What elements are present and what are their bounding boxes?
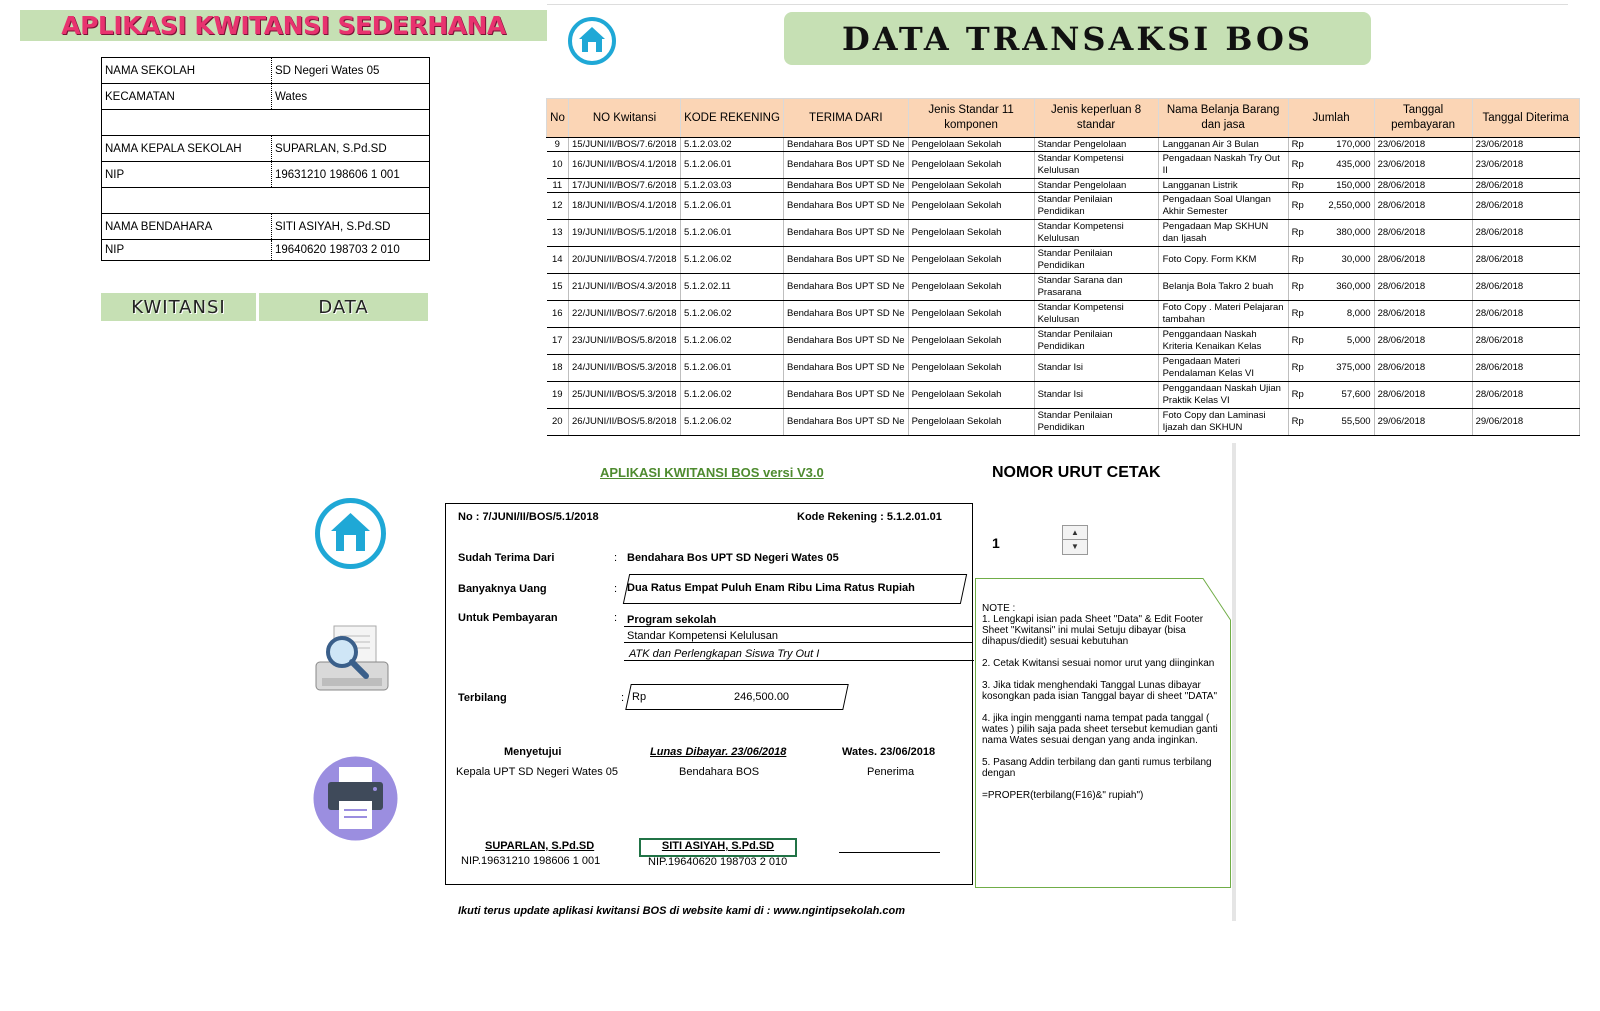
cell-belanja[interactable]: Penggandaan Naskah Kriteria Kenaikan Kelas — [1158, 328, 1288, 355]
cell-no[interactable]: 10 — [547, 152, 569, 179]
cell-tgl_bayar[interactable]: 28/06/2018 — [1374, 179, 1472, 193]
cell-dari[interactable]: Bendahara Bos UPT SD Ne — [784, 355, 909, 382]
cell-kwitansi[interactable]: 22/JUNI/II/BOS/7.6/2018 — [569, 301, 681, 328]
cell-keperluan[interactable]: Standar Penilaian Pendidikan — [1034, 193, 1158, 220]
cell-tgl_terima[interactable]: 28/06/2018 — [1472, 179, 1579, 193]
cell-tgl_bayar[interactable]: 28/06/2018 — [1374, 274, 1472, 301]
info-label: NAMA KEPALA SEKOLAH — [102, 136, 272, 162]
cell-kwitansi[interactable]: 19/JUNI/II/BOS/5.1/2018 — [569, 220, 681, 247]
top-divider — [547, 4, 1568, 5]
cell-no[interactable]: 11 — [547, 179, 569, 193]
cell-belanja[interactable]: Foto Copy. Form KKM — [1158, 247, 1288, 274]
cell-amount: 57,600 — [1341, 389, 1371, 400]
approve-label: Menyetujui — [504, 746, 562, 758]
cell-amount: 55,500 — [1341, 416, 1371, 427]
app-title: APLIKASI KWITANSI SEDERHANA — [61, 11, 506, 40]
cell-kode[interactable]: 5.1.2.06.02 — [681, 328, 784, 355]
cell-kwitansi[interactable]: 16/JUNI/II/BOS/4.1/2018 — [569, 152, 681, 179]
column-header[interactable]: Jumlah — [1288, 99, 1374, 138]
paid-date: Lunas Dibayar. 23/06/2018 — [650, 746, 787, 758]
column-header[interactable]: NO Kwitansi — [569, 99, 681, 138]
cell-tgl_bayar[interactable]: 28/06/2018 — [1374, 382, 1472, 409]
cell-jumlah[interactable] — [1288, 409, 1374, 436]
column-header[interactable]: No — [547, 99, 569, 138]
cell-dari[interactable]: Bendahara Bos UPT SD Ne — [784, 220, 909, 247]
cell-kwitansi[interactable]: 23/JUNI/II/BOS/5.8/2018 — [569, 328, 681, 355]
note-line: 3. Jika tidak menghendaki Tanggal Lunas dibayar kosongkan pada isian Tanggal bayar di sheet "DATA" — [982, 680, 1218, 702]
cell-tgl_terima[interactable]: 28/06/2018 — [1472, 274, 1579, 301]
cell-jumlah[interactable] — [1288, 274, 1374, 301]
receipt-number: No : 7/JUNI/II/BOS/5.1/2018 — [458, 511, 599, 523]
cell-tgl_bayar[interactable]: 28/06/2018 — [1374, 247, 1472, 274]
panel-scrollbar[interactable] — [1232, 443, 1236, 921]
cell-jumlah[interactable] — [1288, 152, 1374, 179]
cell-kwitansi[interactable]: 21/JUNI/II/BOS/4.3/2018 — [569, 274, 681, 301]
cell-jenis[interactable]: Pengelolaan Sekolah — [908, 274, 1034, 301]
cell-currency: Rp — [1291, 254, 1304, 265]
info-label: NAMA SEKOLAH — [102, 58, 272, 84]
cell-jenis[interactable]: Pengelolaan Sekolah — [908, 193, 1034, 220]
cell-dari[interactable]: Bendahara Bos UPT SD Ne — [784, 247, 909, 274]
info-row — [102, 240, 430, 261]
cell-dari[interactable]: Bendahara Bos UPT SD Ne — [784, 138, 909, 152]
cell-currency: Rp — [1291, 281, 1304, 292]
cell-jenis[interactable]: Pengelolaan Sekolah — [908, 409, 1034, 436]
receipt-account-code: Kode Rekening : 5.1.2.01.01 — [797, 511, 942, 523]
cell-belanja[interactable]: Penggandaan Naskah Ujian Praktik Kelas VI — [1158, 382, 1288, 409]
info-value[interactable]: 19631210 198606 1 001 — [272, 162, 430, 188]
cell-no[interactable]: 20 — [547, 409, 569, 436]
info-value[interactable]: 19640620 198703 2 010 — [272, 240, 430, 261]
cell-kwitansi[interactable]: 18/JUNI/II/BOS/4.1/2018 — [569, 193, 681, 220]
cell-jumlah[interactable] — [1288, 301, 1374, 328]
cell-kode[interactable]: 5.1.2.06.02 — [681, 301, 784, 328]
table-body — [547, 138, 1580, 436]
cell-currency: Rp — [1291, 389, 1304, 400]
cell-kwitansi[interactable]: 24/JUNI/II/BOS/5.3/2018 — [569, 355, 681, 382]
cell-keperluan[interactable]: Standar Pengelolaan — [1034, 179, 1158, 193]
home-icon[interactable] — [313, 496, 388, 571]
cell-currency: Rp — [1291, 335, 1304, 346]
info-row — [102, 84, 430, 110]
cell-keperluan[interactable]: Standar Sarana dan Prasarana — [1034, 274, 1158, 301]
purpose-label: Untuk Pembayaran — [458, 612, 558, 624]
info-value[interactable]: SITI ASIYAH, S.Pd.SD — [272, 214, 430, 240]
table-row — [547, 138, 1580, 152]
recipient-title: Penerima — [867, 766, 915, 778]
cell-amount: 2,550,000 — [1328, 200, 1371, 211]
cell-amount: 360,000 — [1336, 281, 1371, 292]
cell-tgl_terima[interactable]: 28/06/2018 — [1472, 220, 1579, 247]
spinner-up-icon[interactable]: ▲ — [1063, 526, 1087, 540]
note-line: NOTE : — [982, 603, 1016, 614]
cell-amount: 380,000 — [1336, 227, 1371, 238]
info-label: KECAMATAN — [102, 84, 272, 110]
cell-kode[interactable]: 5.1.2.06.01 — [681, 220, 784, 247]
cell-no[interactable]: 13 — [547, 220, 569, 247]
cell-jenis[interactable]: Pengelolaan Sekolah — [908, 220, 1034, 247]
print-preview-icon[interactable] — [314, 622, 390, 694]
cell-tgl_terima[interactable]: 23/06/2018 — [1472, 138, 1579, 152]
cell-currency: Rp — [1291, 227, 1304, 238]
info-value[interactable]: SUPARLAN, S.Pd.SD — [272, 136, 430, 162]
cell-tgl_bayar[interactable]: 29/06/2018 — [1374, 409, 1472, 436]
table-row — [547, 179, 1580, 193]
principal-name: SUPARLAN, S.Pd.SD — [485, 840, 595, 852]
data-sheet-title: DATA TRANSAKSI BOS — [784, 12, 1371, 65]
table-row — [547, 328, 1580, 355]
cell-dari[interactable]: Bendahara Bos UPT SD Ne — [784, 274, 909, 301]
cell-kode[interactable]: 5.1.2.06.02 — [681, 409, 784, 436]
column-header[interactable]: Tanggal Diterima — [1472, 99, 1579, 138]
cell-amount: 30,000 — [1341, 254, 1371, 265]
colon: : — [614, 552, 618, 564]
cell-kode[interactable]: 5.1.2.06.01 — [681, 193, 784, 220]
info-row — [102, 214, 430, 240]
cell-dari[interactable]: Bendahara Bos UPT SD Ne — [784, 179, 909, 193]
info-value[interactable]: Wates — [272, 84, 430, 110]
print-number-spinner[interactable] — [1062, 525, 1088, 555]
cell-tgl_terima[interactable]: 28/06/2018 — [1472, 382, 1579, 409]
cell-tgl_bayar[interactable]: 28/06/2018 — [1374, 301, 1472, 328]
print-number-value[interactable]: 1 — [992, 535, 1000, 551]
cell-belanja[interactable]: Foto Copy dan Laminasi Ijazah dan SKHUN — [1158, 409, 1288, 436]
cell-dari[interactable]: Bendahara Bos UPT SD Ne — [784, 152, 909, 179]
cell-kode[interactable]: 5.1.2.06.01 — [681, 152, 784, 179]
treasurer-name-cell[interactable]: SITI ASIYAH, S.Pd.SD — [639, 838, 797, 857]
column-header[interactable]: KODE REKENING — [681, 99, 784, 138]
cell-belanja[interactable]: Pengadaan Soal Ulangan Akhir Semester — [1158, 193, 1288, 220]
column-header[interactable]: Tanggal pembayaran — [1374, 99, 1472, 138]
cell-kwitansi[interactable]: 26/JUNI/II/BOS/5.8/2018 — [569, 409, 681, 436]
purpose-line-2[interactable]: Standar Kompetensi Kelulusan — [624, 630, 972, 643]
info-label: NAMA BENDAHARA — [102, 214, 272, 240]
cell-currency: Rp — [1291, 159, 1304, 170]
printer-icon[interactable] — [313, 755, 398, 842]
cell-keperluan[interactable]: Standar Isi — [1034, 355, 1158, 382]
received-from-value[interactable]: Bendahara Bos UPT SD Negeri Wates 05 — [627, 552, 839, 564]
cell-kode[interactable]: 5.1.2.06.02 — [681, 382, 784, 409]
info-row — [102, 162, 430, 188]
cell-belanja[interactable]: Langganan Air 3 Bulan — [1158, 138, 1288, 152]
colon: : — [621, 692, 625, 704]
note-line: =PROPER(terbilang(F16)&" rupiah") — [982, 790, 1144, 801]
cell-kwitansi[interactable]: 15/JUNI/II/BOS/7.6/2018 — [569, 138, 681, 152]
note-line: 5. Pasang Addin terbilang dan ganti rumus terbilang dengan — [982, 757, 1212, 779]
cell-no[interactable]: 12 — [547, 193, 569, 220]
cell-dari[interactable]: Bendahara Bos UPT SD Ne — [784, 193, 909, 220]
cell-jumlah[interactable] — [1288, 382, 1374, 409]
cell-amount: 375,000 — [1336, 362, 1371, 373]
cell-tgl_bayar[interactable]: 28/06/2018 — [1374, 220, 1472, 247]
purpose-line-1[interactable]: Program sekolah — [624, 614, 972, 627]
table-header-row — [547, 99, 1580, 138]
cell-kode[interactable]: 5.1.2.06.02 — [681, 247, 784, 274]
info-label: NIP — [102, 240, 272, 261]
cell-dari[interactable]: Bendahara Bos UPT SD Ne — [784, 301, 909, 328]
cell-keperluan[interactable]: Standar Kompetensi Kelulusan — [1034, 152, 1158, 179]
info-row — [102, 136, 430, 162]
cell-kwitansi[interactable]: 20/JUNI/II/BOS/4.7/2018 — [569, 247, 681, 274]
cell-belanja[interactable]: Pengadaan Materi Pendalaman Kelas VI — [1158, 355, 1288, 382]
cell-no[interactable]: 19 — [547, 382, 569, 409]
info-row — [102, 58, 430, 84]
column-header[interactable]: Nama Belanja Barang dan jasa — [1158, 99, 1288, 138]
cell-amount: 170,000 — [1336, 138, 1371, 150]
received-from-label: Sudah Terima Dari — [458, 552, 555, 564]
home-icon[interactable] — [567, 16, 617, 66]
recipient-signature-line — [839, 851, 940, 853]
cell-jenis[interactable]: Pengelolaan Sekolah — [908, 138, 1034, 152]
cell-keperluan[interactable]: Standar Isi — [1034, 382, 1158, 409]
table-row — [547, 247, 1580, 274]
cell-belanja[interactable]: Langganan Listrik — [1158, 179, 1288, 193]
cell-keperluan[interactable]: Standar Penilaian Pendidikan — [1034, 328, 1158, 355]
kwitansi-button[interactable]: KWITANSI — [101, 293, 256, 321]
cell-no[interactable]: 16 — [547, 301, 569, 328]
table-row — [547, 152, 1580, 179]
cell-tgl_bayar[interactable]: 28/06/2018 — [1374, 328, 1472, 355]
info-value[interactable]: SD Negeri Wates 05 — [272, 58, 430, 84]
purpose-line-3[interactable]: ATK dan Perlengkapan Siswa Try Out I — [624, 648, 974, 661]
note-line: 2. Cetak Kwitansi sesuai nomor urut yang diinginkan — [982, 658, 1215, 669]
cell-jumlah[interactable] — [1288, 220, 1374, 247]
info-blank-row — [102, 188, 430, 214]
table-row — [547, 382, 1580, 409]
cell-tgl_terima[interactable]: 23/06/2018 — [1472, 152, 1579, 179]
info-label: NIP — [102, 162, 272, 188]
cell-jumlah[interactable] — [1288, 247, 1374, 274]
amount-value[interactable]: 246,500.00 — [734, 691, 790, 703]
school-info-table — [101, 57, 430, 261]
cell-tgl_bayar[interactable]: 28/06/2018 — [1374, 193, 1472, 220]
table-row — [547, 355, 1580, 382]
cell-no[interactable]: 14 — [547, 247, 569, 274]
cell-no[interactable]: 18 — [547, 355, 569, 382]
cell-tgl_terima[interactable]: 28/06/2018 — [1472, 355, 1579, 382]
table-row — [547, 274, 1580, 301]
terbilang-label: Terbilang — [458, 692, 507, 704]
cell-amount: 435,000 — [1336, 159, 1371, 170]
cell-jenis[interactable]: Pengelolaan Sekolah — [908, 179, 1034, 193]
currency-label: Rp — [632, 691, 647, 703]
cell-amount: 5,000 — [1346, 335, 1371, 346]
treasurer-title: Bendahara BOS — [679, 766, 760, 778]
app-title-bar — [20, 10, 547, 41]
cell-belanja[interactable]: Foto Copy . Materi Pelajaran tambahan — [1158, 301, 1288, 328]
note-line: 1. Lengkapi isian pada Sheet "Data" & Edit Footer Sheet "Kwitansi" ini mulai Setuju dibayar (bisa dihapus/diedit) sesuai kebutuhan — [982, 614, 1204, 647]
cell-keperluan[interactable]: Standar Kompetensi Kelulusan — [1034, 220, 1158, 247]
cell-jumlah[interactable] — [1288, 179, 1374, 193]
cell-keperluan[interactable]: Standar Penilaian Pendidikan — [1034, 409, 1158, 436]
cell-dari[interactable]: Bendahara Bos UPT SD Ne — [784, 328, 909, 355]
cell-jenis[interactable]: Pengelolaan Sekolah — [908, 382, 1034, 409]
cell-jenis[interactable]: Pengelolaan Sekolah — [908, 301, 1034, 328]
amount-label: Banyaknya Uang — [458, 583, 547, 595]
cell-jenis[interactable]: Pengelolaan Sekolah — [908, 247, 1034, 274]
cell-kode[interactable]: 5.1.2.03.03 — [681, 179, 784, 193]
cell-tgl_terima[interactable]: 28/06/2018 — [1472, 301, 1579, 328]
cell-jenis[interactable]: Pengelolaan Sekolah — [908, 152, 1034, 179]
principal-title: Kepala UPT SD Negeri Wates 05 — [456, 766, 619, 778]
column-header[interactable]: Jenis Standar 11 komponen — [908, 99, 1034, 138]
cell-belanja[interactable]: Pengadaan Map SKHUN dan Ijasah — [1158, 220, 1288, 247]
cell-currency: Rp — [1291, 138, 1304, 150]
cell-tgl_bayar[interactable]: 23/06/2018 — [1374, 138, 1472, 152]
table-row — [547, 301, 1580, 328]
cell-keperluan[interactable]: Standar Penilaian Pendidikan — [1034, 247, 1158, 274]
footer-text: Ikuti terus update aplikasi kwitansi BOS di website kami di : www.ngintipsekolah.com — [458, 905, 906, 917]
cell-dari[interactable]: Bendahara Bos UPT SD Ne — [784, 409, 909, 436]
cell-tgl_terima[interactable]: 29/06/2018 — [1472, 409, 1579, 436]
info-blank-row — [102, 110, 430, 136]
cell-belanja[interactable]: Belanja Bola Takro 2 buah — [1158, 274, 1288, 301]
cell-amount: 150,000 — [1336, 179, 1371, 191]
spinner-down-icon[interactable]: ▼ — [1071, 542, 1079, 551]
note-text — [982, 603, 1222, 812]
cell-kwitansi[interactable]: 25/JUNI/II/BOS/5.3/2018 — [569, 382, 681, 409]
cell-tgl_terima[interactable]: 28/06/2018 — [1472, 328, 1579, 355]
cell-amount: 8,000 — [1346, 308, 1371, 319]
cell-jumlah[interactable] — [1288, 328, 1374, 355]
column-header[interactable]: TERIMA DARI — [784, 99, 909, 138]
cell-jenis[interactable]: Pengelolaan Sekolah — [908, 328, 1034, 355]
place-date: Wates. 23/06/2018 — [842, 746, 936, 758]
table-row — [547, 193, 1580, 220]
table-row — [547, 409, 1580, 436]
cell-belanja[interactable]: Pengadaan Naskah Try Out II — [1158, 152, 1288, 179]
cell-kwitansi[interactable]: 17/JUNI/II/BOS/7.6/2018 — [569, 179, 681, 193]
amount-words-value[interactable]: Dua Ratus Empat Puluh Enam Ribu Lima Ratus Rupiah — [627, 582, 915, 594]
cell-tgl_bayar[interactable]: 23/06/2018 — [1374, 152, 1472, 179]
table-row — [547, 220, 1580, 247]
cell-kode[interactable]: 5.1.2.03.02 — [681, 138, 784, 152]
cell-jumlah[interactable] — [1288, 355, 1374, 382]
column-header[interactable]: Jenis keperluan 8 standar — [1034, 99, 1158, 138]
cell-kode[interactable]: 5.1.2.02.11 — [681, 274, 784, 301]
receipt-form — [445, 503, 973, 885]
print-number-title: NOMOR URUT CETAK — [992, 464, 1161, 481]
cell-kode[interactable]: 5.1.2.06.01 — [681, 355, 784, 382]
cell-jenis[interactable]: Pengelolaan Sekolah — [908, 355, 1034, 382]
cell-dari[interactable]: Bendahara Bos UPT SD Ne — [784, 382, 909, 409]
treasurer-nip: NIP.19640620 198703 2 010 — [648, 856, 788, 868]
note-line: 4. jika ingin mengganti nama tempat pada tanggal ( wates ) pilih saja pada sheet tersebut kemudian ganti nama Wates sesuai dengan yang anda inginkan. — [982, 713, 1218, 746]
cell-jumlah[interactable] — [1288, 193, 1374, 220]
cell-no[interactable]: 9 — [547, 138, 569, 152]
data-button[interactable]: DATA — [259, 293, 428, 321]
cell-no[interactable]: 17 — [547, 328, 569, 355]
cell-currency: Rp — [1291, 362, 1304, 373]
cell-currency: Rp — [1291, 416, 1304, 427]
cell-currency: Rp — [1291, 200, 1304, 211]
cell-tgl_bayar[interactable]: 28/06/2018 — [1374, 355, 1472, 382]
cell-tgl_terima[interactable]: 28/06/2018 — [1472, 247, 1579, 274]
cell-no[interactable]: 15 — [547, 274, 569, 301]
cell-jumlah[interactable] — [1288, 138, 1374, 152]
cell-keperluan[interactable]: Standar Kompetensi Kelulusan — [1034, 301, 1158, 328]
cell-currency: Rp — [1291, 179, 1304, 191]
cell-tgl_terima[interactable]: 28/06/2018 — [1472, 193, 1579, 220]
colon: : — [614, 612, 618, 624]
receipt-heading: APLIKASI KWITANSI BOS versi V3.0 — [600, 465, 824, 480]
transaction-table — [546, 98, 1580, 436]
colon: : — [614, 583, 618, 595]
cell-currency: Rp — [1291, 308, 1304, 319]
cell-keperluan[interactable]: Standar Pengelolaan — [1034, 138, 1158, 152]
principal-nip: NIP.19631210 198606 1 001 — [461, 855, 601, 867]
